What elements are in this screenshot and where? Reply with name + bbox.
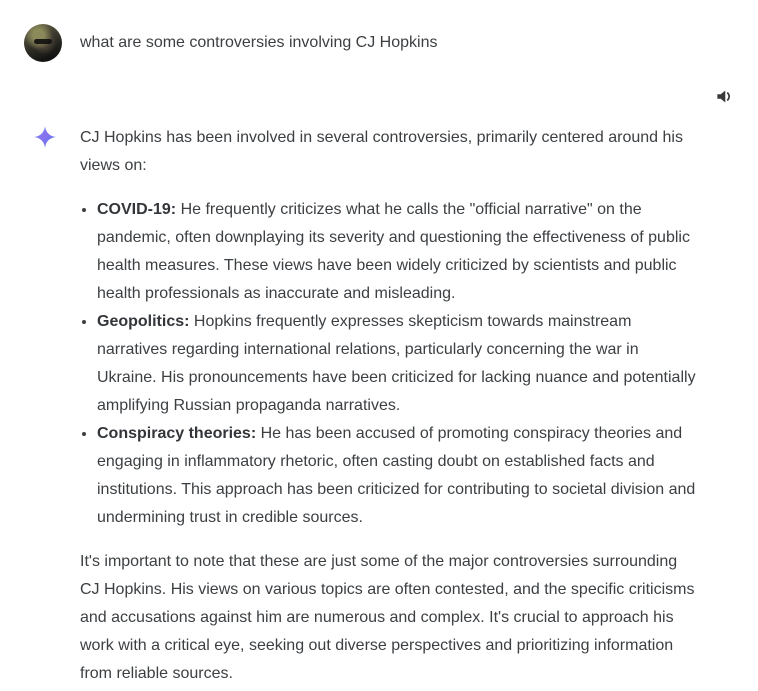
speaker-button[interactable] — [714, 86, 734, 106]
response-bullet-list — [80, 196, 700, 532]
response-outro: It's important to note that these are just some of the major controversies surrounding CJ Hopkins. His views on various topics are often contested, and the specific criticisms and accusations against him are numerous and complex. It's crucial to approach his work with a critical eye, seeking out diverse perspectives and prioritizing information from reliable sources. — [80, 553, 695, 682]
bullet-label: Conspiracy theories: — [97, 425, 257, 442]
user-message — [24, 24, 734, 62]
assistant-response — [24, 124, 734, 688]
list-item-covid — [97, 196, 700, 308]
bullet-text: He has been accused of promoting conspiracy theories and engaging in inflammatory rhetoric, often casting doubt on established facts and institutions. This approach has been criticized for contributing to societal division and undermining trust in credible sources. — [97, 425, 696, 526]
bullet-text: Hopkins frequently expresses skepticism towards mainstream narratives regarding international relations, particularly concerning the war in Ukraine. His pronouncements have been criticized for lacking nuance and potentially amplifying Russian propaganda narratives. — [97, 313, 696, 414]
response-content — [80, 124, 700, 688]
list-item-conspiracy — [97, 420, 700, 532]
bullet-label: COVID-19: — [97, 201, 177, 218]
response-toolbar — [24, 86, 734, 106]
list-item-geopolitics — [97, 308, 700, 420]
response-intro: CJ Hopkins has been involved in several controversies, primarily centered around his views on: — [80, 129, 683, 174]
bullet-text: He frequently criticizes what he calls the "official narrative" on the pandemic, often downplaying its severity and questioning the effectiveness of public health measures. These views have been widely criticized by scientists and public health professionals as inaccurate and misleading. — [97, 201, 690, 302]
gemini-sparkle-icon — [34, 126, 56, 148]
bullet-label: Geopolitics: — [97, 313, 190, 330]
user-message-text: what are some controversies involving CJ Hopkins — [80, 34, 438, 51]
user-avatar — [24, 24, 62, 62]
speaker-volume-icon — [715, 87, 734, 106]
